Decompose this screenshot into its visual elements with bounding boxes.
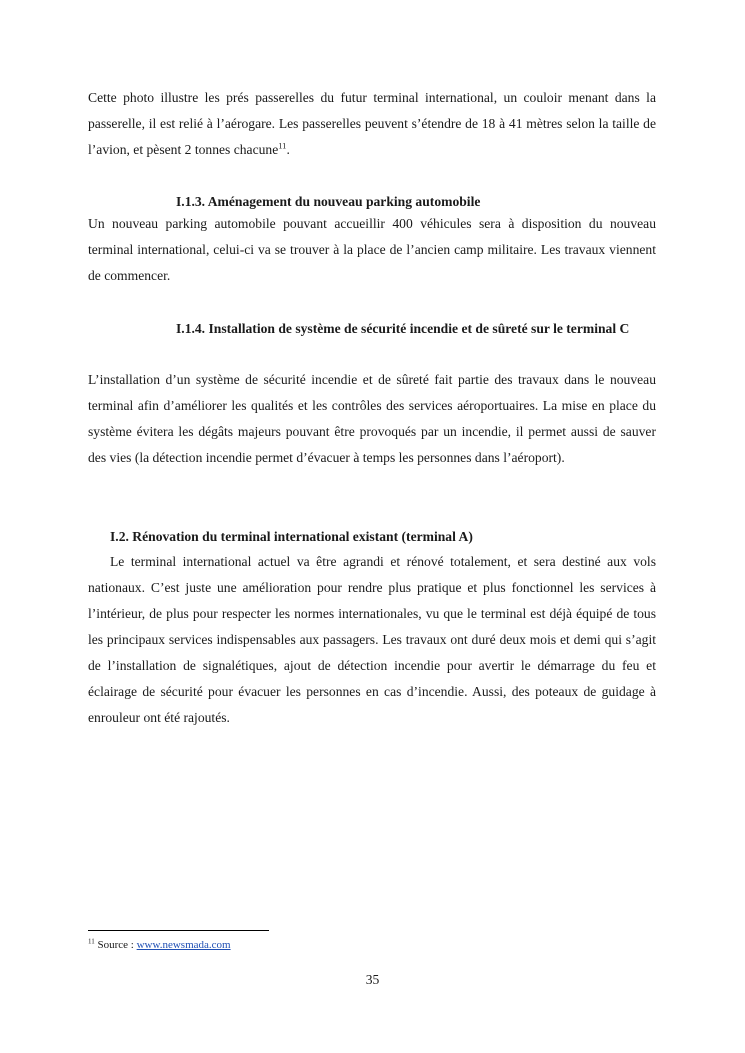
footnote-source-link[interactable]: www.newsmada.com [136, 939, 231, 951]
heading-fire-safety: I.1.4. Installation de système de sécurité incendie et de sûreté sur le terminal C [176, 321, 630, 336]
heading-renovation: I.2. Rénovation du terminal international existant (terminal A) [110, 529, 473, 544]
page-number: 35 [365, 972, 380, 987]
paragraph-parking: Un nouveau parking automobile pouvant accueillir 400 véhicules sera à disposition du nouveau terminal international, celui-ci va se trouver à la place de l’ancien camp militaire. Les travaux viennent de commencer. [88, 216, 656, 283]
paragraph-fire-safety: L’installation d’un système de sécurité incendie et de sûreté fait partie des travaux dans le nouveau terminal afin d’améliorer les qualités et les contrôles des services aéroportuaires. La mise en place du système évitera les dégâts majeurs pouvant être provoqués par un incendie, il permet aussi de sauver des vies (la détection incendie permet d’évacuer à temps les personnes dans l’aéroport). [88, 372, 656, 465]
footnote-number: 11 [88, 937, 95, 946]
paragraph-gangways-end: . [286, 142, 290, 157]
footnote-separator [88, 930, 269, 931]
heading-parking: I.1.3. Aménagement du nouveau parking automobile [176, 194, 481, 209]
paragraph-gangways [88, 85, 656, 163]
paragraph-renovation: Le terminal international actuel va être agrandi et rénové totalement, et sera destiné aux vols nationaux. C’est juste une amélioration pour rendre plus pratique et plus fonctionnel les services à l’intérieur, de plus pour respecter les normes internationales, vu que le terminal est déjà équipé de tous les principaux services indispensables aux passagers. Les travaux ont duré deux mois et demi qui s’agit de l’installation de signalétiques, ajout de détection incendie pour avertir le démarrage du feu et éclairage de sécurité pour évacuer les personnes en cas d’incendie. Aussi, des poteaux de guidage à enrouleur ont été rajoutés. [88, 554, 656, 725]
footnote-label: Source : [94, 939, 137, 951]
footnote-reference[interactable]: 11 [278, 140, 287, 151]
footnote [88, 937, 231, 953]
paragraph-gangways-text: Cette photo illustre les prés passerelles du futur terminal international, un couloir menant dans la passerelle, il est relié à l’aérogare. Les passerelles peuvent s’étendre de 18 à 41 mètres selon la taille de l’avion, et pèsent 2 tonnes chacune [88, 90, 656, 157]
